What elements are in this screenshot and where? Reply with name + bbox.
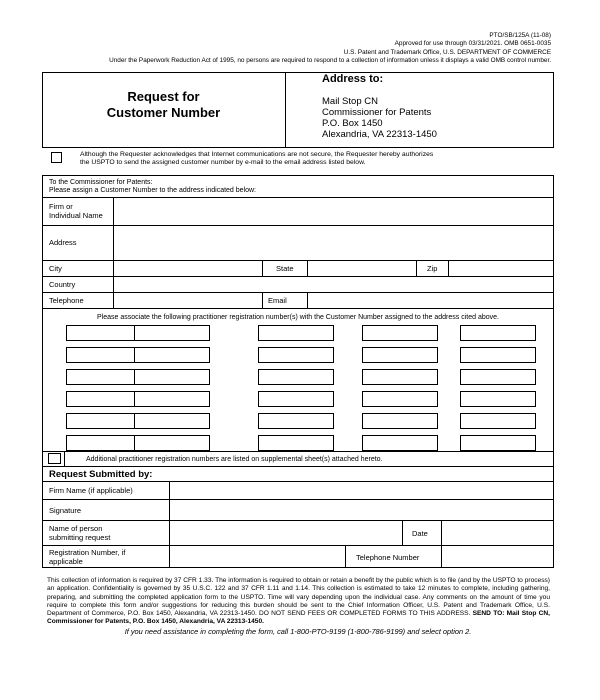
date-field[interactable]	[442, 521, 553, 545]
form-title-line2: Customer Number	[106, 105, 221, 120]
registration-number-input[interactable]	[66, 325, 142, 341]
registration-number-input[interactable]	[460, 369, 536, 385]
firm-name-submitter-label: Firm Name (if applicable)	[49, 486, 133, 495]
registration-number-input[interactable]	[134, 391, 210, 407]
registration-number-input[interactable]	[134, 369, 210, 385]
submitted-by-heading: Request Submitted by:	[49, 469, 153, 480]
registration-number-input[interactable]	[134, 347, 210, 363]
registration-number-input[interactable]	[362, 435, 438, 451]
firm-name-label	[49, 202, 103, 220]
address-intro-line1: To the Commissioner for Patents:	[49, 179, 153, 186]
registration-number-input[interactable]	[460, 347, 536, 363]
telephone-number-label: Telephone Number	[356, 553, 420, 562]
email-authorization-checkbox[interactable]	[51, 152, 62, 163]
firm-label-line1: Firm or	[49, 202, 73, 211]
date-label: Date	[412, 529, 428, 538]
row-line	[42, 308, 554, 309]
registration-number-input[interactable]	[362, 413, 438, 429]
state-field[interactable]	[308, 261, 416, 276]
firm-name-submitter-field[interactable]	[170, 482, 553, 499]
registration-number-input[interactable]	[362, 325, 438, 341]
address-intro-line2: Please assign a Customer Number to the address indicated below:	[49, 187, 256, 195]
zip-label: Zip	[427, 264, 438, 273]
row-line	[42, 466, 554, 467]
supplemental-sheet-text: Additional practitioner registration numbers are listed on supplemental sheet(s) attached hereto.	[86, 456, 383, 463]
zip-field[interactable]	[449, 261, 553, 276]
registration-number-input[interactable]	[66, 347, 142, 363]
paperwork-notice: Under the Paperwork Reduction Act of 1995, no persons are required to respond to a collection of information unless it displays a valid OMB control number.	[109, 57, 551, 65]
registration-number-line1: Registration Number, if	[49, 548, 126, 557]
registration-number-input[interactable]	[134, 435, 210, 451]
submitter-name-field[interactable]	[170, 521, 402, 545]
registration-number-input[interactable]	[66, 391, 142, 407]
registration-number-line2: applicable	[49, 557, 83, 566]
registration-number-input[interactable]	[258, 369, 334, 385]
burden-text: This collection of information is required by 37 CFR 1.33. The information is required to obtain or retain a benefit by the public which is to file (and by the USPTO to process) an application. Confidentiality is governed by 35 U.S.C. 122 and 37 CFR 1.11 and 1.14. This collection is estimated to take 12 minutes to complete, including gathering, preparing, and submitting the completed application form to the USPTO. Time will vary depending upon the individual case. Any comments on the amount of time you require to complete this form and/or suggestions for reducing this burden should be sent to the Chief Information Officer, U.S. Patent and Trademark Office, U.S. Department of Commerce, P.O. Box 1450, Alexandria, VA 22313-1450. DO NOT SEND FEES OR COMPLETED FORMS TO THIS ADDRESS.	[47, 577, 550, 618]
registration-number-input[interactable]	[362, 391, 438, 407]
registration-number-input[interactable]	[258, 435, 334, 451]
email-field[interactable]	[308, 293, 553, 308]
registration-number-input[interactable]	[258, 347, 334, 363]
submitter-name-line2: submitting request	[49, 533, 111, 542]
address-line-2: Commissioner for Patents	[322, 107, 432, 118]
address-label: Address	[49, 238, 77, 247]
address-intro	[49, 179, 256, 196]
title-divider	[285, 72, 286, 148]
supplemental-sheet-checkbox[interactable]	[48, 453, 61, 464]
registration-number-label	[49, 548, 125, 566]
registration-number-input[interactable]	[258, 325, 334, 341]
state-field-divider	[416, 260, 417, 276]
city-divider	[262, 260, 263, 276]
registration-number-input[interactable]	[66, 369, 142, 385]
email-authorization-text	[80, 151, 433, 168]
send-to-text: SEND TO: Mail Stop CN, Commissioner for Patents, P.O. Box 1450, Alexandria, VA 22313-1450.	[47, 610, 550, 626]
form-title	[42, 89, 285, 121]
signature-label: Signature	[49, 506, 82, 515]
office-name: U.S. Patent and Trademark Office, U.S. DEPARTMENT OF COMMERCE	[343, 48, 551, 56]
email-authorization-line2: the USPTO to send the assigned customer number by e-mail to the email address listed below.	[80, 159, 366, 167]
telephone-field[interactable]	[114, 293, 262, 308]
telephone-divider	[262, 292, 263, 308]
date-divider	[402, 520, 403, 545]
city-field[interactable]	[114, 261, 262, 276]
registration-number-input[interactable]	[134, 413, 210, 429]
registration-number-input[interactable]	[258, 391, 334, 407]
form-title-line1: Request for	[127, 89, 200, 104]
address-heading: Address to:	[322, 73, 384, 85]
registration-number-input[interactable]	[66, 435, 142, 451]
firm-label-line2: Individual Name	[49, 211, 103, 220]
submitter-name-line1: Name of person	[49, 524, 103, 533]
registration-number-field[interactable]	[170, 546, 345, 568]
registration-number-input[interactable]	[460, 325, 536, 341]
address-line-4: Alexandria, VA 22313-1450	[322, 129, 437, 140]
submitter-name-label	[49, 524, 110, 542]
mailing-address	[322, 96, 437, 140]
registration-instruction: Please associate the following practitioner registration number(s) with the Customer Number assigned to the address cited above.	[97, 314, 499, 321]
burden-statement	[47, 577, 550, 627]
firm-name-field[interactable]	[114, 198, 553, 225]
email-authorization-line1: Although the Requester acknowledges that Internet communications are not secure, the Requester hereby authorizes	[80, 151, 434, 158]
telephone-number-divider	[345, 545, 346, 568]
registration-number-input[interactable]	[66, 413, 142, 429]
email-label: Email	[268, 296, 287, 305]
registration-number-input[interactable]	[134, 325, 210, 341]
omb-approval: Approved for use through 03/31/2021. OMB 0651-0035	[394, 40, 551, 48]
checkbox-divider	[64, 451, 65, 466]
registration-number-input[interactable]	[460, 413, 536, 429]
address-line-3: P.O. Box 1450	[322, 118, 383, 129]
telephone-label: Telephone	[49, 296, 84, 305]
row-line	[42, 451, 554, 452]
country-label: Country	[49, 280, 76, 289]
form-id: PTO/SB/125A (11-08)	[489, 32, 551, 39]
state-label: State	[276, 264, 294, 273]
registration-number-input[interactable]	[460, 391, 536, 407]
address-field[interactable]	[114, 226, 553, 260]
country-field[interactable]	[114, 277, 553, 292]
assistance-text: If you need assistance in completing the form, call 1-800-PTO-9199 (1-800-786-9199) and select option 2.	[124, 627, 472, 636]
form-header	[109, 32, 551, 66]
registration-number-input[interactable]	[460, 435, 536, 451]
telephone-number-field[interactable]	[442, 546, 553, 568]
registration-number-input[interactable]	[362, 347, 438, 363]
city-label: City	[49, 264, 62, 273]
registration-number-input[interactable]	[258, 413, 334, 429]
signature-field[interactable]	[170, 500, 553, 520]
registration-number-input[interactable]	[362, 369, 438, 385]
address-line-1: Mail Stop CN	[322, 96, 378, 107]
